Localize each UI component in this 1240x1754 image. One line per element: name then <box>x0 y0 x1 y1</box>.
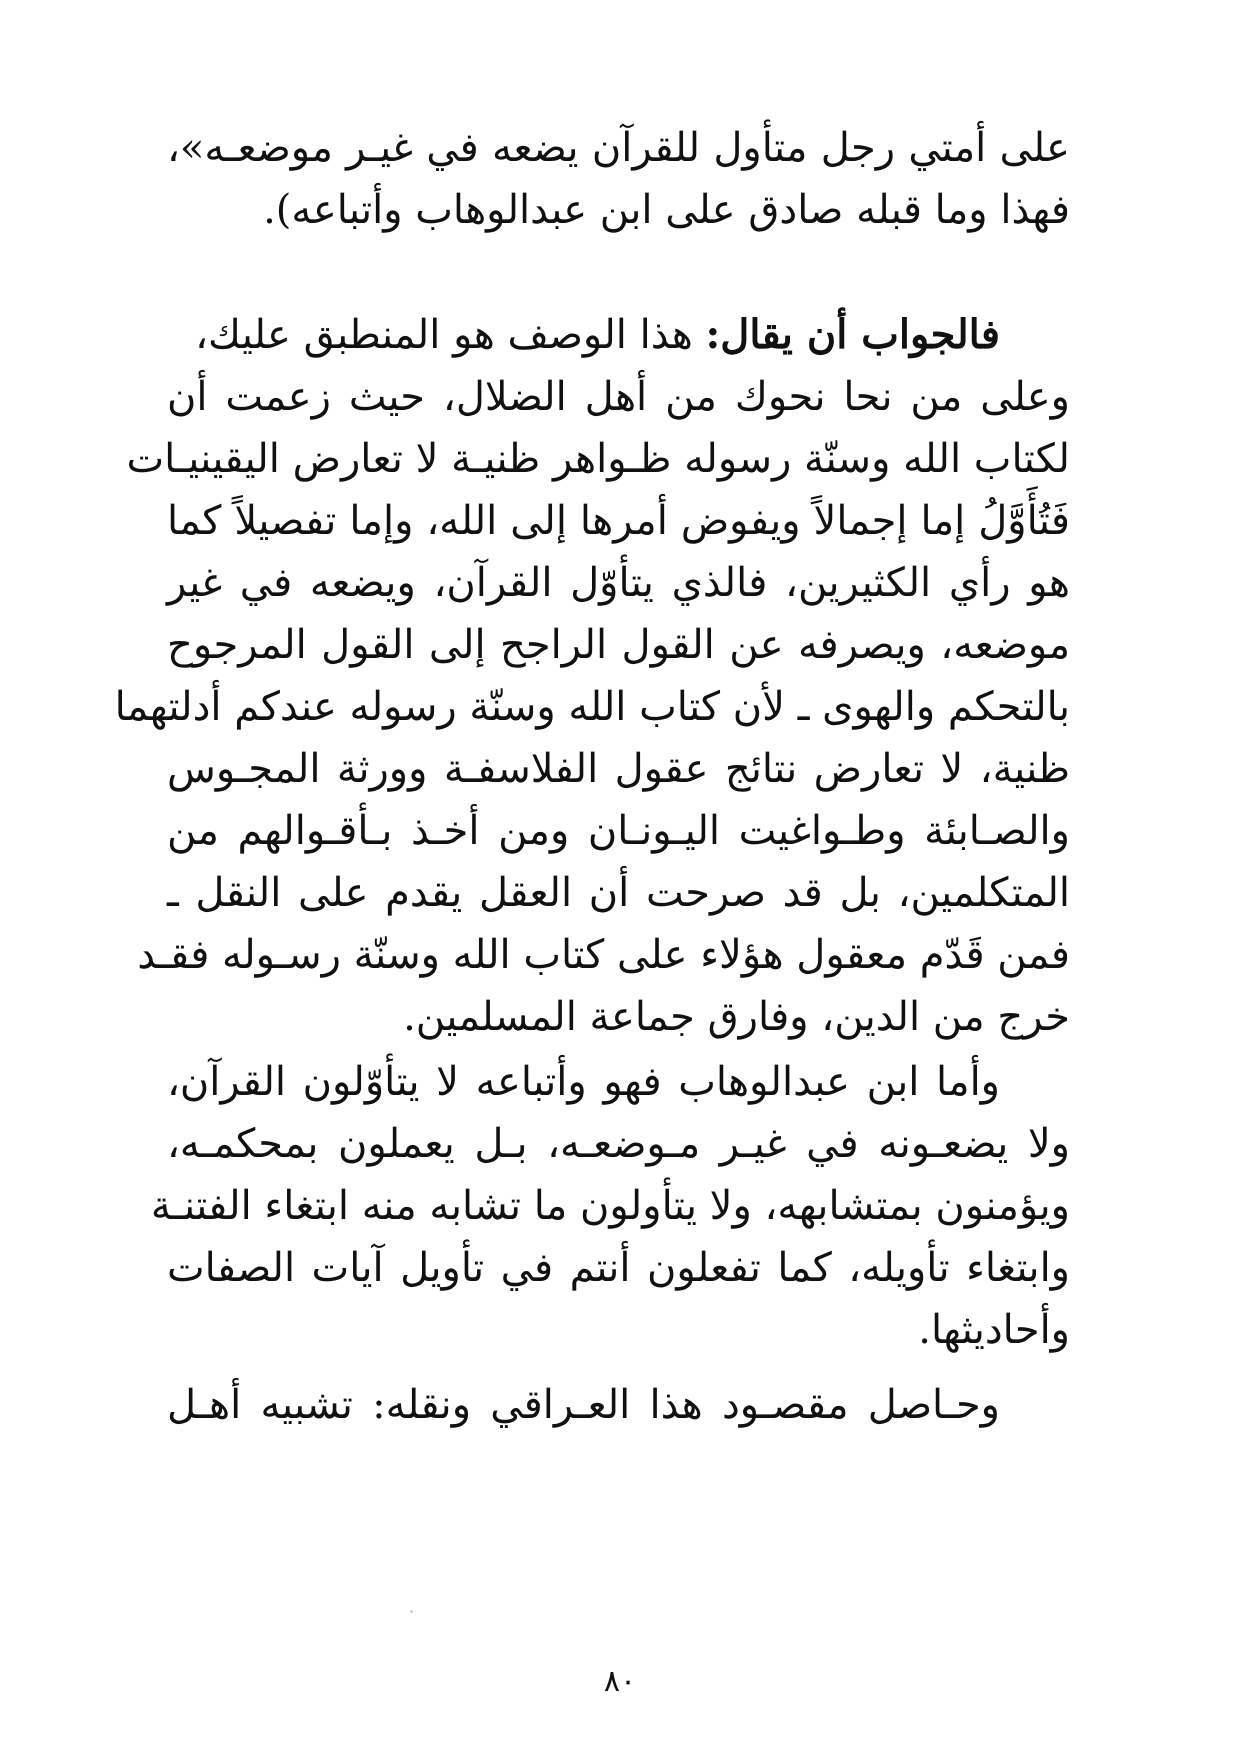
text-line: والصـابئة وطـواغيت اليـونـان ومن أخـذ بـأقـوالهم من <box>167 808 1070 854</box>
text-line: وحـاصل مقصـود هذا العـراقي ونقله: تشبيه أهـل <box>167 1382 1000 1428</box>
text-line: وعلى من نحا نحوك من أهل الضلال، حيث زعمت أن <box>167 374 1070 420</box>
scan-speck <box>410 1610 413 1613</box>
text-line <box>167 305 1000 365</box>
text-line: هو رأي الكثيرين، فالذي يتأوّل القرآن، ويضعه في غير <box>167 560 1070 606</box>
text-run: هذا الوصف هو المنطبق عليك، <box>195 312 693 358</box>
text-line: وابتغاء تأويله، كما تفعلون أنتم في تأويل آيات الصفات <box>167 1245 1070 1291</box>
text-line: ولا يضعـونه في غيـر مـوضعـه، بـل يعملون بمحكمـه، <box>167 1121 1070 1167</box>
text-line: بالتحكم والهوى ـ لأن كتاب الله وسنّة رسوله عندكم أدلتهما <box>114 684 1070 730</box>
text-line: على أمتي رجل متأول للقرآن يضعه في غيـر موضعـه»، <box>167 125 1070 171</box>
page-number: ٨٠ <box>603 1664 637 1699</box>
text-line: فهذا وما قبله صادق على ابن عبدالوهاب وأتباعه). <box>263 187 1070 233</box>
text-line: لكتاب الله وسنّة رسوله ظـواهر ظنيـة لا تعارض اليقينيـات <box>126 436 1070 482</box>
text-line: المتكلمين، بل قد صرحت أن العقل يقدم على النقل ـ <box>167 870 1070 916</box>
text-line: وأما ابن عبدالوهاب فهو وأتباعه لا يتأوّلون القرآن، <box>167 1059 1000 1105</box>
text-line: خرج من الدين، وفارق جماعة المسلمين. <box>403 994 1070 1040</box>
text-line: فَتُأَوَّلُ إما إجمالاً ويفوض أمرها إلى الله، وإما تفصيلاً كما <box>167 498 1070 544</box>
text-line: ظنية، لا تعارض نتائج عقول الفلاسفـة وورثة المجـوس <box>167 746 1070 792</box>
text-line: وأحاديثها. <box>918 1307 1070 1353</box>
text-line: فمن قَدّم معقول هؤلاء على كتاب الله وسنّة رسـوله فقـد <box>137 932 1070 978</box>
text-line: موضعه، ويصرفه عن القول الراجح إلى القول المرجوح <box>167 622 1071 668</box>
text-line: ويؤمنون بمتشابهه، ولا يتأولون ما تشابه منه ابتغاء الفتنـة <box>150 1183 1070 1229</box>
answer-lead: فالجواب أن يقال: <box>705 311 1000 358</box>
